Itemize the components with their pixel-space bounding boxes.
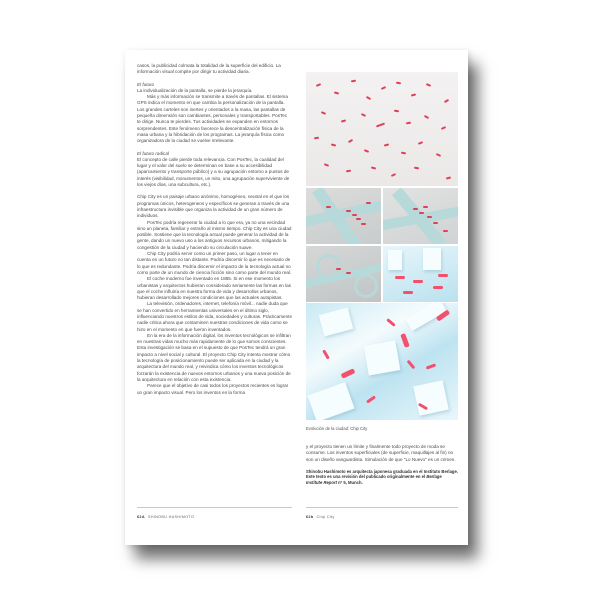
- bio-text-end: nº 5, Munch.: [336, 480, 363, 486]
- image-blocks-blue: [383, 246, 458, 302]
- author-bio: [306, 469, 458, 486]
- section-paragraph: El concepto de calle pierde toda relevancia. Con PosTec, la cualidad del lugar y el valor del suelo se determinan en base a su accesibilidad (aparcamiento y transporte público) y a su agrupación entorno a puntos de interés (visibilidad, monumentos, un mito, una agrupación superviviente de los viejos días, una subcultura, etc.).: [137, 156, 290, 188]
- body-paragraph: y el proyecto tienen un límite y finalmente todo proyecto de moda se consume. Los inventos superficiales (de superficie, maquillajes al fin) no son un diseño vanguardista. Simulación de que "Lo Nuevo" es un crimen.: [306, 444, 456, 462]
- running-head-left: SHINOBU HASHIMOTO: [147, 515, 195, 519]
- bio-text: Shinobu Hashimoto es arquitecta japonesa graduada en el Instituto Berlage. Este texto es una revisión del publicado originalmente en el: [306, 468, 458, 480]
- section-title-futuro-radical: El futuro radical: [137, 150, 169, 156]
- body-paragraph: Chip City podría servir como un primer paso, un lugar a tener en cuenta en un futuro no tan distante. Podría discernir lo que es necesario de lo que es redundante. Podría discernir el impacto de la tecnología actual no como parte de un mundo de ciencia ficción sino como parte del mundo real.: [137, 251, 292, 275]
- folio-right: [306, 515, 335, 519]
- image-crossroads-1: [306, 188, 381, 244]
- opening-paragraph: casos, la publicidad colmata la totalidad de la superficie del edificio. La información visual compite por dirigir tu actividad diaria.: [137, 63, 281, 75]
- right-body: [306, 444, 458, 486]
- left-column: [137, 63, 292, 396]
- body-paragraph: PosTec podría regenerar la ciudad a lo que era, ya no una vecindad sino un planeta, familiar y extraño al mismo tiempo. Chip City es una ciudad posible. Sostiene que la tecnología actual puede generar la actividad de la gente, dando un nuevo uso a los antiguos recursos urbanos, mitigando la congestión de la ciudad y haciendo su circulación suave.: [137, 219, 292, 250]
- image-aerial-large: [306, 303, 458, 420]
- section-title-futuro: El futuro: [137, 81, 155, 87]
- section-paragraph: Más y más información se transmite a través de pantallas. El sistema GPS indica el momento en que cambia la personalización de la pantalla. Los grandes carteles son inertes y orientados a la masa, las pantallas de pequeña dimensión son cambiantes, personales y transportables. PosTec te dirige. Nunca te pierdes. Tus actividades se expanden en entornos sorprendentes. Este fenómeno favorece la descentralización física de la masa urbana y la hibridación de los programas. La jerarquía física como organizadora de la ciudad se vuelve irrelevante.: [137, 94, 288, 144]
- body-paragraph: En la era de la información digital, los inventos tecnológicos se infiltran en nuestras vidas mucho más rapidamente de lo que somos conscientes. Esta investigación se basa en el supuesto de que PosTec tendrá un gran impacto a nivel social y cultural. El proyecto Chip City intenta mostrar cómo la tecnología de posicionamiento puede ser aplicada en la ciudad y la arquitectura del mundo real, y reivindica cómo los inventos tecnológicos forzarán la existencia de nuevos entornos urbanos y una nueva posición de la arquitectura en relación con esta existencia.: [137, 332, 291, 382]
- bio-publication: Berlage Institute Report: [306, 474, 442, 486]
- image-scattered-cars: [306, 72, 458, 186]
- section-paragraph: La individualización de la pantalla, se pierde la jerarquía.: [137, 87, 253, 93]
- page-number-right: 62b: [306, 515, 314, 519]
- running-head-right: Chip City: [316, 515, 335, 519]
- page-number-left: 62A: [137, 515, 145, 519]
- body-paragraph: Parece que el objetivo de casi todos los proyectos recientes es lograr un gran impacto visual. Pero los inventos en la forma: [137, 383, 289, 395]
- folio-left: [137, 515, 194, 519]
- image-grid: [306, 188, 458, 302]
- body-paragraph: El coche moderno fue inventado en 1885. Si en ese momento los urbanistas y arquitectos hubieran considerado seriamente las formas en las que el coche influiría en nuestra forma de vida y desarrollos urbanos, hubieran desarrollado mejores condiciones que las actuales autopistas.: [137, 276, 291, 301]
- magazine-page: [125, 50, 468, 545]
- body-paragraph: La televisión, ordenadores, internet, telefonía móvil... nadie duda que se han convertido en herramientas universales en el último siglo, influenciando nuestros estilos de vida, sociedades y culturas. Prácticamente nadie critica ahora que contaminen nuestras condiciones de vida como se hizo en el momento en que fueron inventados.: [137, 301, 292, 332]
- body-paragraph: Chip City es un paisaje urbano anónimo, homogéneo, neutral en el que los programas únicos, heterogeneos y específicos se generan a través de una infraestructura invisible que organiza la actividad de un gran número de individuos.: [137, 194, 290, 219]
- image-crossroads-2: [383, 188, 458, 244]
- figure-caption: Evolución de la ciudad: Chip City: [306, 426, 368, 431]
- footer-divider-left: [137, 507, 292, 508]
- image-highway-loops: [306, 246, 381, 302]
- footer-divider-right: [306, 507, 458, 508]
